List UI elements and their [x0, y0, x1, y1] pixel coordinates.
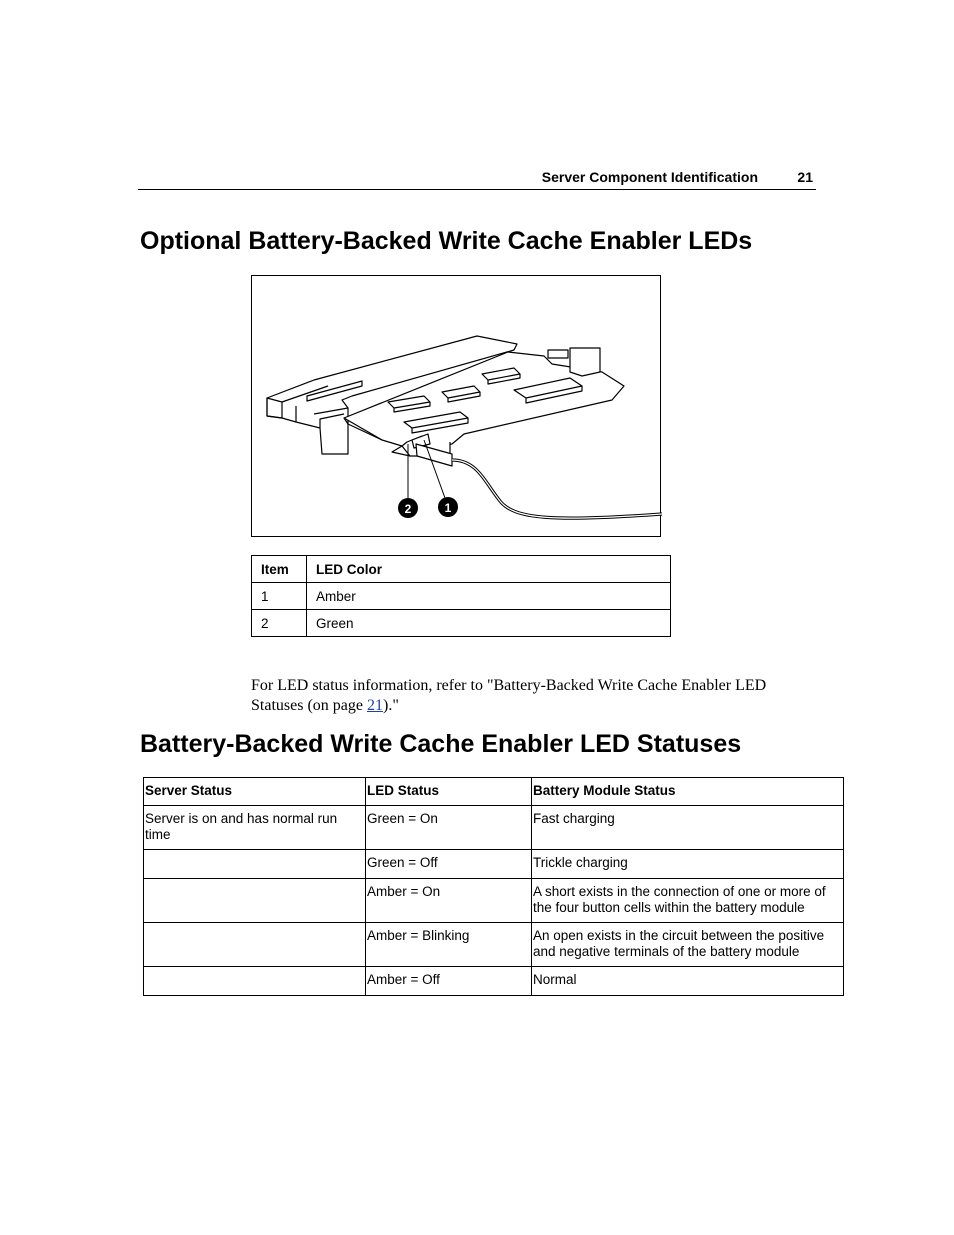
paragraph-text-before: For LED status information, refer to "Battery-Backed Write Cache Enabler LED Statuses (on page	[251, 677, 767, 714]
cell-led-status: Amber = On	[366, 879, 532, 923]
page-reference-link[interactable]: 21	[366, 697, 383, 714]
table-row	[252, 610, 671, 637]
cell-item: 1	[252, 583, 307, 610]
table-row	[144, 923, 844, 967]
cell-battery-status: An open exists in the circuit between the positive and negative terminals of the battery module	[532, 923, 844, 967]
cell-led-color: Green	[307, 610, 671, 637]
callout-2-label: 2	[404, 502, 412, 516]
cell-server-status	[144, 967, 366, 996]
header-server-status: Server Status	[144, 778, 366, 806]
table-row	[144, 806, 844, 850]
bbwc-enabler-figure	[251, 275, 661, 537]
cell-server-status: Server is on and has normal run time	[144, 806, 366, 850]
callout-1	[438, 497, 458, 517]
cell-server-status	[144, 923, 366, 967]
cell-led-status: Amber = Blinking	[366, 923, 532, 967]
callout-1-label: 1	[444, 501, 452, 515]
cell-led-status: Green = Off	[366, 850, 532, 879]
table-row	[252, 583, 671, 610]
header-page-number: 21	[797, 169, 813, 185]
table-row	[144, 850, 844, 879]
table-header-row	[252, 556, 671, 583]
cell-battery-status: Normal	[532, 967, 844, 996]
table-row	[144, 967, 844, 996]
callout-2	[398, 498, 418, 518]
header-battery-module-status: Battery Module Status	[532, 778, 844, 806]
cell-battery-status: Fast charging	[532, 806, 844, 850]
led-status-reference-paragraph	[251, 676, 821, 716]
header-item: Item	[252, 556, 307, 583]
table-row	[144, 879, 844, 923]
cell-led-color: Amber	[307, 583, 671, 610]
led-status-table	[143, 777, 844, 996]
cell-battery-status: A short exists in the connection of one or more of the four button cells within the battery module	[532, 879, 844, 923]
cell-led-status: Amber = Off	[366, 967, 532, 996]
cell-item: 2	[252, 610, 307, 637]
header-section-title: Server Component Identification	[541, 169, 758, 185]
paragraph-text-after: )."	[382, 697, 399, 714]
header-led-color: LED Color	[307, 556, 671, 583]
table-header-row	[144, 778, 844, 806]
cell-server-status	[144, 850, 366, 879]
running-header	[138, 169, 816, 190]
led-color-table	[251, 555, 671, 637]
cell-led-status: Green = On	[366, 806, 532, 850]
section-heading-led-statuses: Battery-Backed Write Cache Enabler LED Statuses	[140, 730, 742, 758]
cell-server-status	[144, 879, 366, 923]
section-heading-leds: Optional Battery-Backed Write Cache Enabler LEDs	[140, 227, 753, 255]
cell-battery-status: Trickle charging	[532, 850, 844, 879]
header-led-status: LED Status	[366, 778, 532, 806]
bbwc-board-illustration	[252, 276, 662, 538]
